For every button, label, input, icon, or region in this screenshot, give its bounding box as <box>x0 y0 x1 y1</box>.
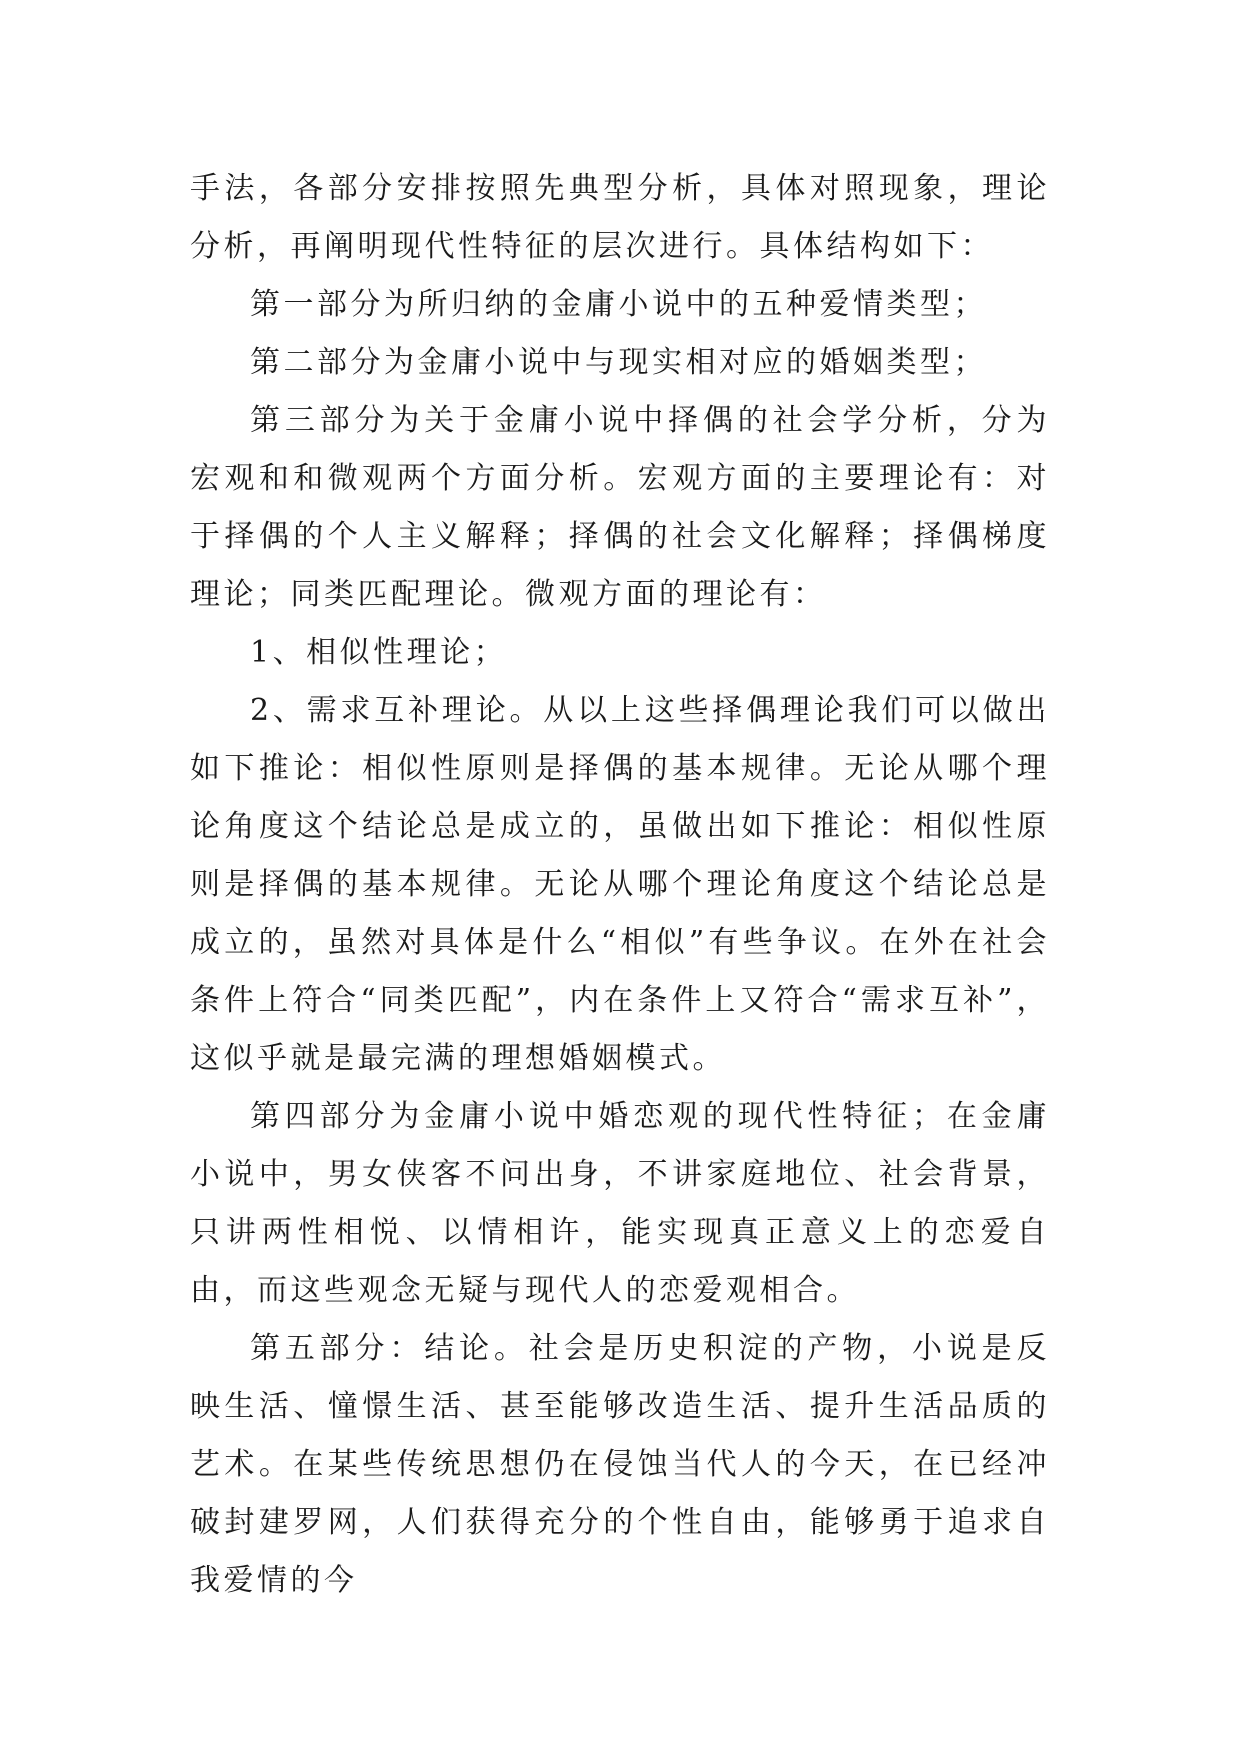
paragraph-part-four: 第四部分为金庸小说中婚恋观的现代性特征；在金庸小说中，男女侠客不问出身，不讲家庭地位、社会背景，只讲两性相悦、以情相许，能实现真正意义上的恋爱自由，而这些观念无疑与现代人的恋爱观相合。 <box>190 1099 1050 1308</box>
paragraph-method-intro: 手法，各部分安排按照先典型分析，具体对照现象，理论分析，再阐明现代性特征的层次进行。具体结构如下： <box>190 171 1050 264</box>
document-page <box>190 160 1050 1610</box>
paragraph-part-two: 第二部分为金庸小说中与现实相对应的婚姻类型； <box>250 345 987 380</box>
paragraph-part-one: 第一部分为所归纳的金庸小说中的五种爱情类型； <box>250 287 987 322</box>
paragraph-similarity-theory: 1、相似性理论； <box>250 635 508 670</box>
paragraph-part-three: 第三部分为关于金庸小说中择偶的社会学分析，分为宏观和和微观两个方面分析。宏观方面的主要理论有：对于择偶的个人主义解释；择偶的社会文化解释；择偶梯度理论；同类匹配理论。微观方面的理论有： <box>190 403 1050 612</box>
paragraph-complementary-needs: 2、需求互补理论。从以上这些择偶理论我们可以做出如下推论：相似性原则是择偶的基本规律。无论从哪个理论角度这个结论总是成立的，虽做出如下推论：相似性原则是择偶的基本规律。无论从哪个理论角度这个结论总是成立的，虽然对具体是什么“相似”有些争议。在外在社会条件上符合“同类匹配”，内在条件上又符合“需求互补”，这似乎就是最完满的理想婚姻模式。 <box>190 693 1050 1076</box>
paragraph-part-five: 第五部分：结论。社会是历史积淀的产物，小说是反映生活、憧憬生活、甚至能够改造生活、提升生活品质的艺术。在某些传统思想仍在侵蚀当代人的今天，在已经冲破封建罗网，人们获得充分的个性自由，能够勇于追求自我爱情的今 <box>190 1331 1050 1598</box>
